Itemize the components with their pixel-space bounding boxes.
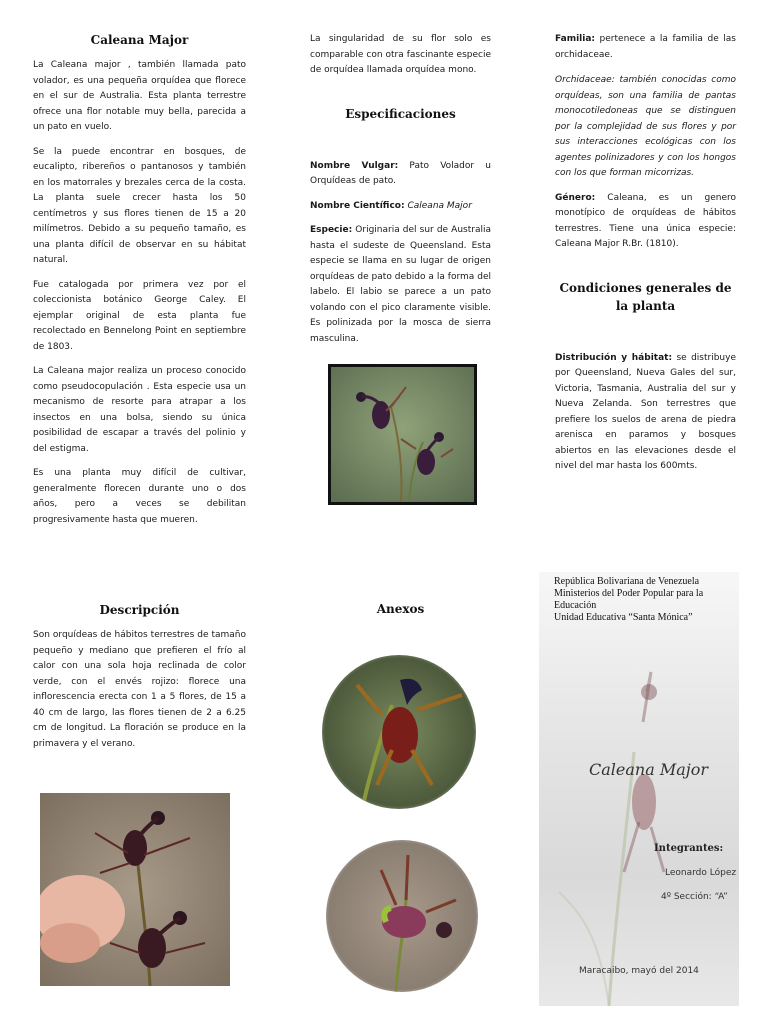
cover-integrantes-label: Integrantes:: [654, 843, 724, 854]
spec-nombre-cientifico: [310, 199, 491, 215]
section-title-especificaciones: Especificaciones: [345, 106, 456, 121]
orchid-photo-circle-bottom: [326, 840, 478, 992]
cover-header: [554, 576, 734, 624]
cover-orchid-watermark: [539, 572, 739, 1006]
cover-title: Caleana Major: [589, 760, 708, 779]
column-descripcion: [33, 603, 246, 761]
value-nombre-vulgar: Pato Volador u Orquídeas de pato.: [310, 160, 491, 186]
label-familia: Familia:: [555, 34, 595, 44]
orchid-photo-framed: [328, 364, 477, 505]
cover-seccion: 4º Sección: “A”: [661, 892, 728, 902]
orchid-photo-hand: [40, 793, 230, 986]
paragraph-catalog: Fue catalogada por primera vez por el coleccionista botánico George Caley. El ejemplar original de esta planta fue recolectado en Bennelong Point en septiembre de 1803.: [33, 279, 246, 352]
label-nombre-cientifico: Nombre Científico:: [310, 200, 405, 211]
paragraph-intro: La Caleana major , también llamada pato volador, es una pequeña orquídea que florece en el sur de Australia. Esta planta terrestre ofrece una flor notable muy bella, parecida a un pato en vuelo.: [33, 60, 246, 132]
value-nombre-cientifico: Caleana Major: [407, 200, 472, 211]
label-nombre-vulgar: Nombre Vulgar:: [310, 160, 399, 171]
cover-panel: [539, 572, 739, 1006]
orchid-hand-illustration: [40, 793, 230, 986]
paragraph-distribucion: [555, 351, 736, 475]
orchid-photo-circle-top: [322, 655, 476, 809]
paragraph-descripcion: Son orquídeas de hábitos terrestres de tamaño pequeño y mediano que prefieren el frío al calor con una sola hoja reclinada de color verde, con el envés rojizo: florece una inflorescencia erecta con 1 a 5 flores, de 15 a 40 cm de largo, las flores tienen de 2 a 6.25 cm de longitud. La floración se produce en la primavera y el verano.: [33, 630, 246, 749]
paragraph-singularidad: La singularidad de su flor solo es comparable con otra fascinante especie de orquídea llamada orquídea mono.: [310, 34, 491, 75]
section-title-descripcion: Descripción: [99, 603, 180, 617]
value-genero: Caleana, es un genero monotípico de orquídeas de hábitos terrestres. Tiene una única especie: Caleana Major R.Br. (1810).: [555, 192, 736, 249]
value-orchidaceae: Orchidaceae: también conocidas como orquídeas, son una familia de pantas monocotiledoneas que se distinguen por la complejidad de sus flores y por sus interacciones ecológicas con los agentes polinizadores y con los hongos con los que forman micorrizas.: [555, 75, 736, 178]
paragraph-pseudocopulation: La Caleana major realiza un proceso conocido como pseudocopulación . Esta especie usa un mecanismo de resorte para atrapar a los insectos en una bolsa, siendo su única posibilidad de escapar a través del polinio y del estigma.: [33, 366, 246, 454]
cover-line-ministerio: Ministerios del Poder Popular para la Educación: [554, 588, 704, 611]
section-title-condiciones: Condiciones generales de la planta: [559, 280, 732, 313]
paragraph-genero: [555, 191, 736, 253]
spec-nombre-vulgar: [310, 159, 491, 190]
cover-line-unidad: Unidad Educativa “Santa Mónica”: [554, 612, 693, 623]
label-genero: Género:: [555, 192, 596, 203]
paragraph-cultivation: Es una planta muy difícil de cultivar, generalmente florecen durante uno o dos años, pero a veces se debilitan progresivamente hasta que mueren.: [33, 468, 246, 525]
orchid-circle-illustration-1: [322, 655, 476, 809]
label-especie: Especie:: [310, 225, 353, 235]
column-caleana-major: [33, 33, 246, 537]
column-familia: [555, 32, 736, 484]
paragraph-orchidaceae: [555, 73, 736, 182]
paragraph-habitat: Se la puede encontrar en bosques, de eucalipto, ribereños o pantanosos y también en los matorrales y brezales cerca de la costa. La planta suele crecer hasta los 50 centímetros y sus flores tienen de 15 a 20 milímetros. Debido a su pequeño tamaño, es una planta difícil de observar en su hábitat natural.: [33, 146, 246, 265]
section-title-anexos: Anexos: [376, 602, 425, 616]
orchid-illustration: [331, 367, 474, 502]
label-distribucion: Distribución y hábitat:: [555, 352, 673, 363]
value-familia: pertenece a la familia de las orchidaceae.: [555, 34, 736, 60]
column-anexos: [310, 602, 491, 616]
cover-line-republica: República Bolivariana de Venezuela: [554, 576, 700, 587]
cover-footer: Maracaibo, mayó del 2014: [579, 966, 699, 976]
spec-especie: [310, 223, 491, 347]
cover-member-name: Leonardo López: [665, 868, 737, 878]
column-especificaciones: [310, 32, 491, 356]
value-especie: Originaria del sur de Australia hasta el sudeste de Queensland. Esta especie se llama en su lugar de origen orquídeas de pato debido a la forma del labelo. El labio se parece a un pato volando con el pico claramente visible. Es polinizada por la mosca de sierra masculina.: [310, 225, 491, 344]
orchid-circle-illustration-2: [326, 840, 478, 992]
paragraph-familia: [555, 32, 736, 63]
section-title-caleana-major: Caleana Major: [90, 33, 189, 47]
value-distribucion: se distribuye por Queensland, Nueva Gales del sur, Victoria, Tasmania, Australia del sur y Nueva Zelanda. Son terrestres que prefiere los suelos de arena de piedra arenisca en paramos y bosques abiertos en las elevaciones desde el nivel del mar hasta los 600mts.: [555, 352, 736, 471]
